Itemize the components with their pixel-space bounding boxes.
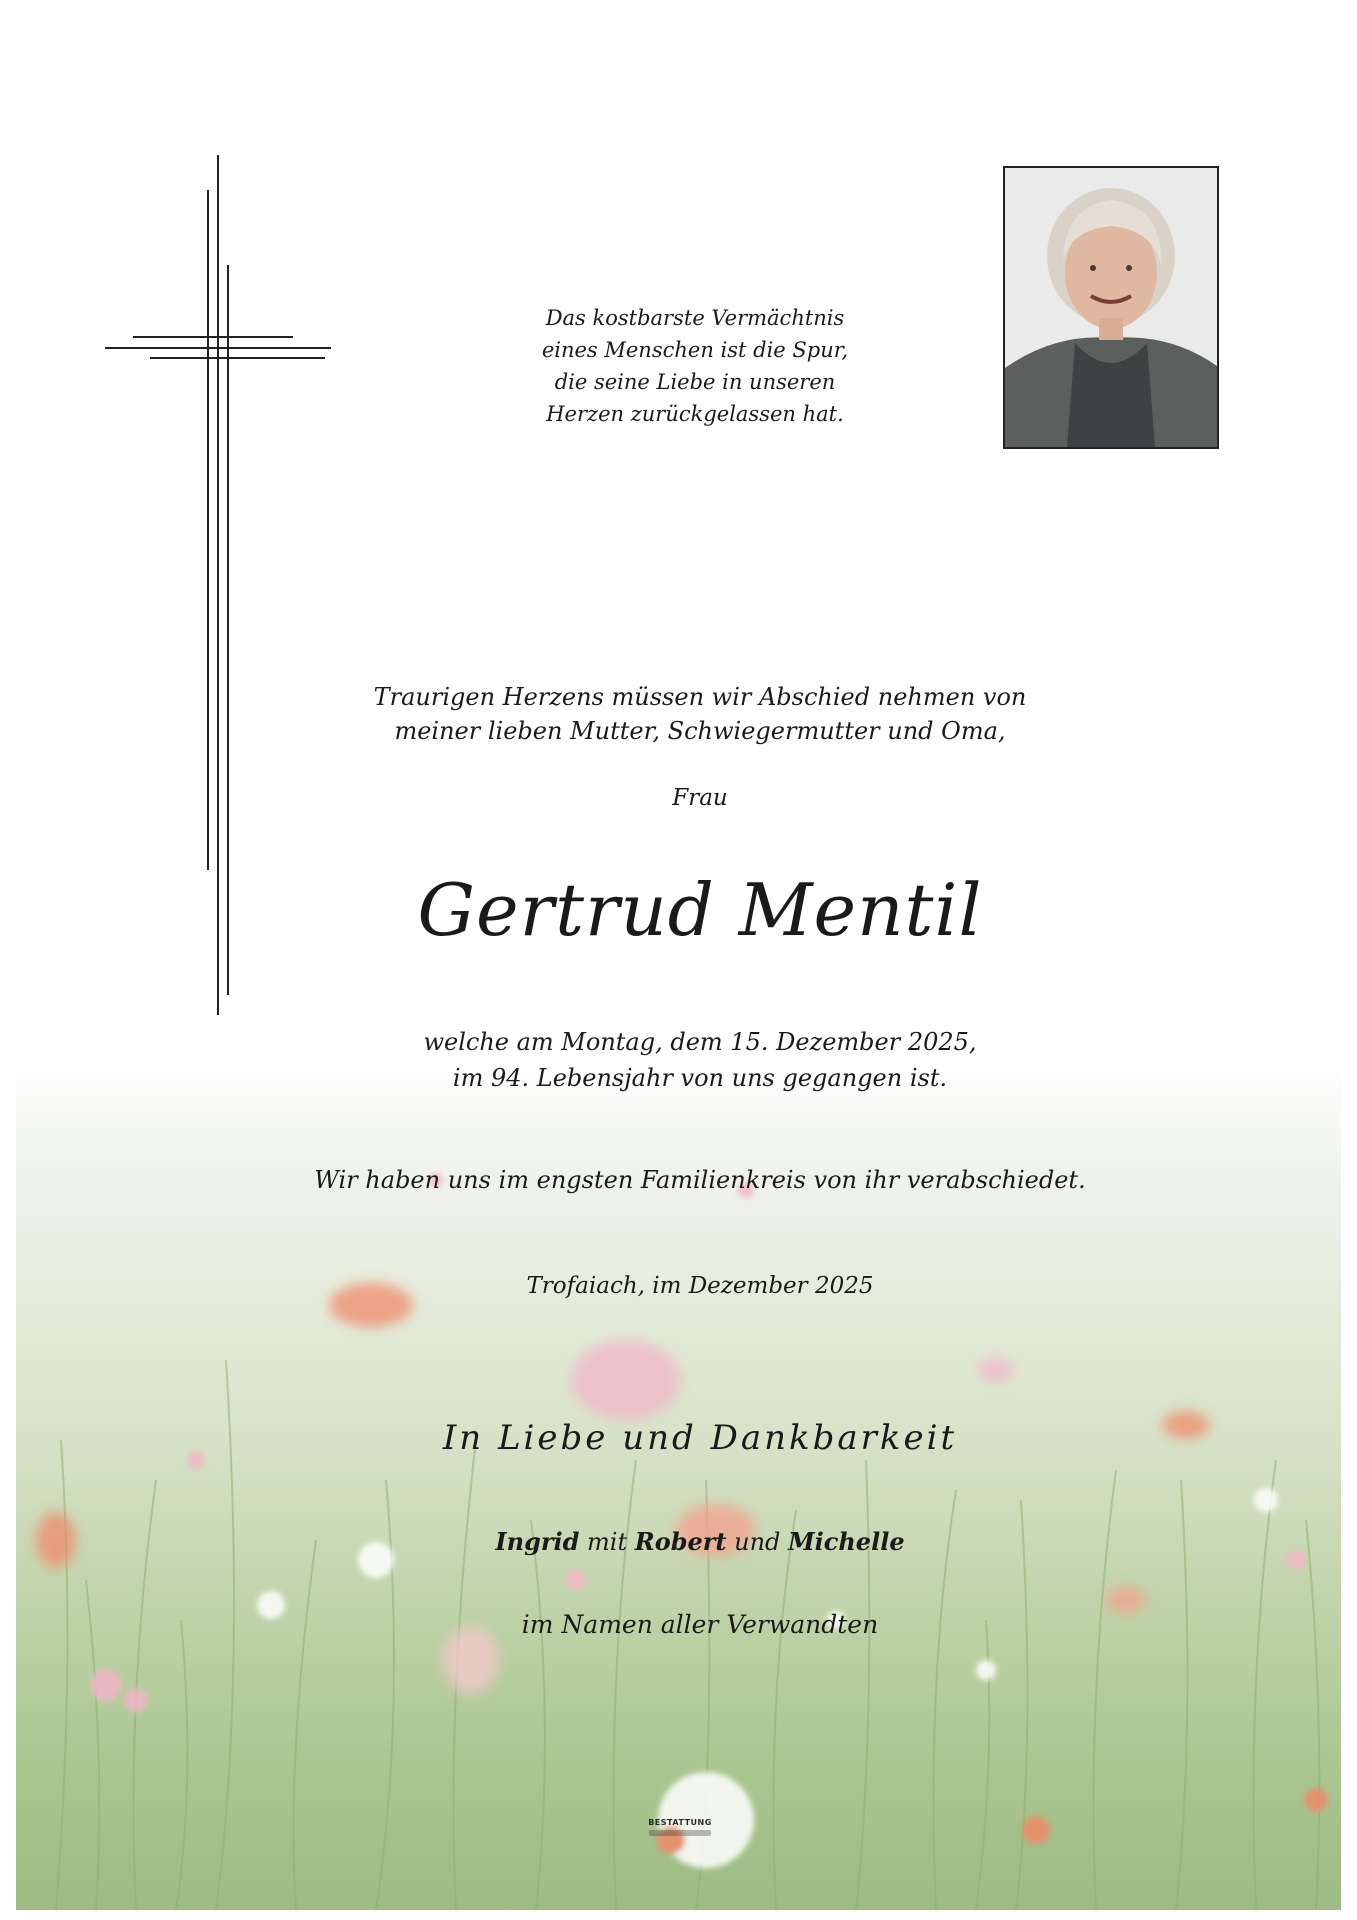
family-names (350, 1527, 1050, 1556)
death-notice-line: im 94. Lebensjahr von uns gegangen ist. (452, 1064, 948, 1092)
family-name: Ingrid (495, 1527, 580, 1556)
relatives-line: im Namen aller Verwandten (521, 1610, 879, 1639)
death-notice (350, 1024, 1050, 1096)
intro-line: Traurigen Herzens müssen wir Abschied nehmen von (373, 683, 1027, 711)
family-connector: und (734, 1528, 781, 1556)
logo-subline (649, 1830, 711, 1836)
verse-line: eines Menschen ist die Spur, (541, 338, 849, 362)
family-name: Robert (634, 1527, 727, 1556)
verse-quote (450, 302, 940, 430)
family-name: Michelle (788, 1527, 905, 1556)
farewell-text: Wir haben uns im engsten Familienkreis von ihr verabschiedet. (314, 1166, 1086, 1194)
death-notice-line: welche am Montag, dem 15. Dezember 2025, (423, 1028, 977, 1056)
salutation: Frau (672, 785, 728, 811)
portrait-photo (1003, 166, 1219, 449)
family-connector: mit (587, 1528, 628, 1556)
verse-line: Das kostbarste Vermächtnis (545, 306, 845, 330)
funeral-home-logo (630, 1818, 730, 1852)
gratitude-heading: In Liebe und Dankbarkeit (442, 1418, 958, 1458)
intro-line: meiner lieben Mutter, Schwiegermutter und Oma, (394, 717, 1006, 745)
deceased-name: Gertrud Mentil (417, 868, 983, 952)
verse-line: Herzen zurückgelassen hat. (546, 402, 844, 426)
verse-line: die seine Liebe in unseren (554, 370, 836, 394)
logo-text: BESTATTUNG (648, 1818, 712, 1827)
place-date: Trofaiach, im Dezember 2025 (526, 1273, 874, 1299)
intro-text (300, 680, 1100, 748)
